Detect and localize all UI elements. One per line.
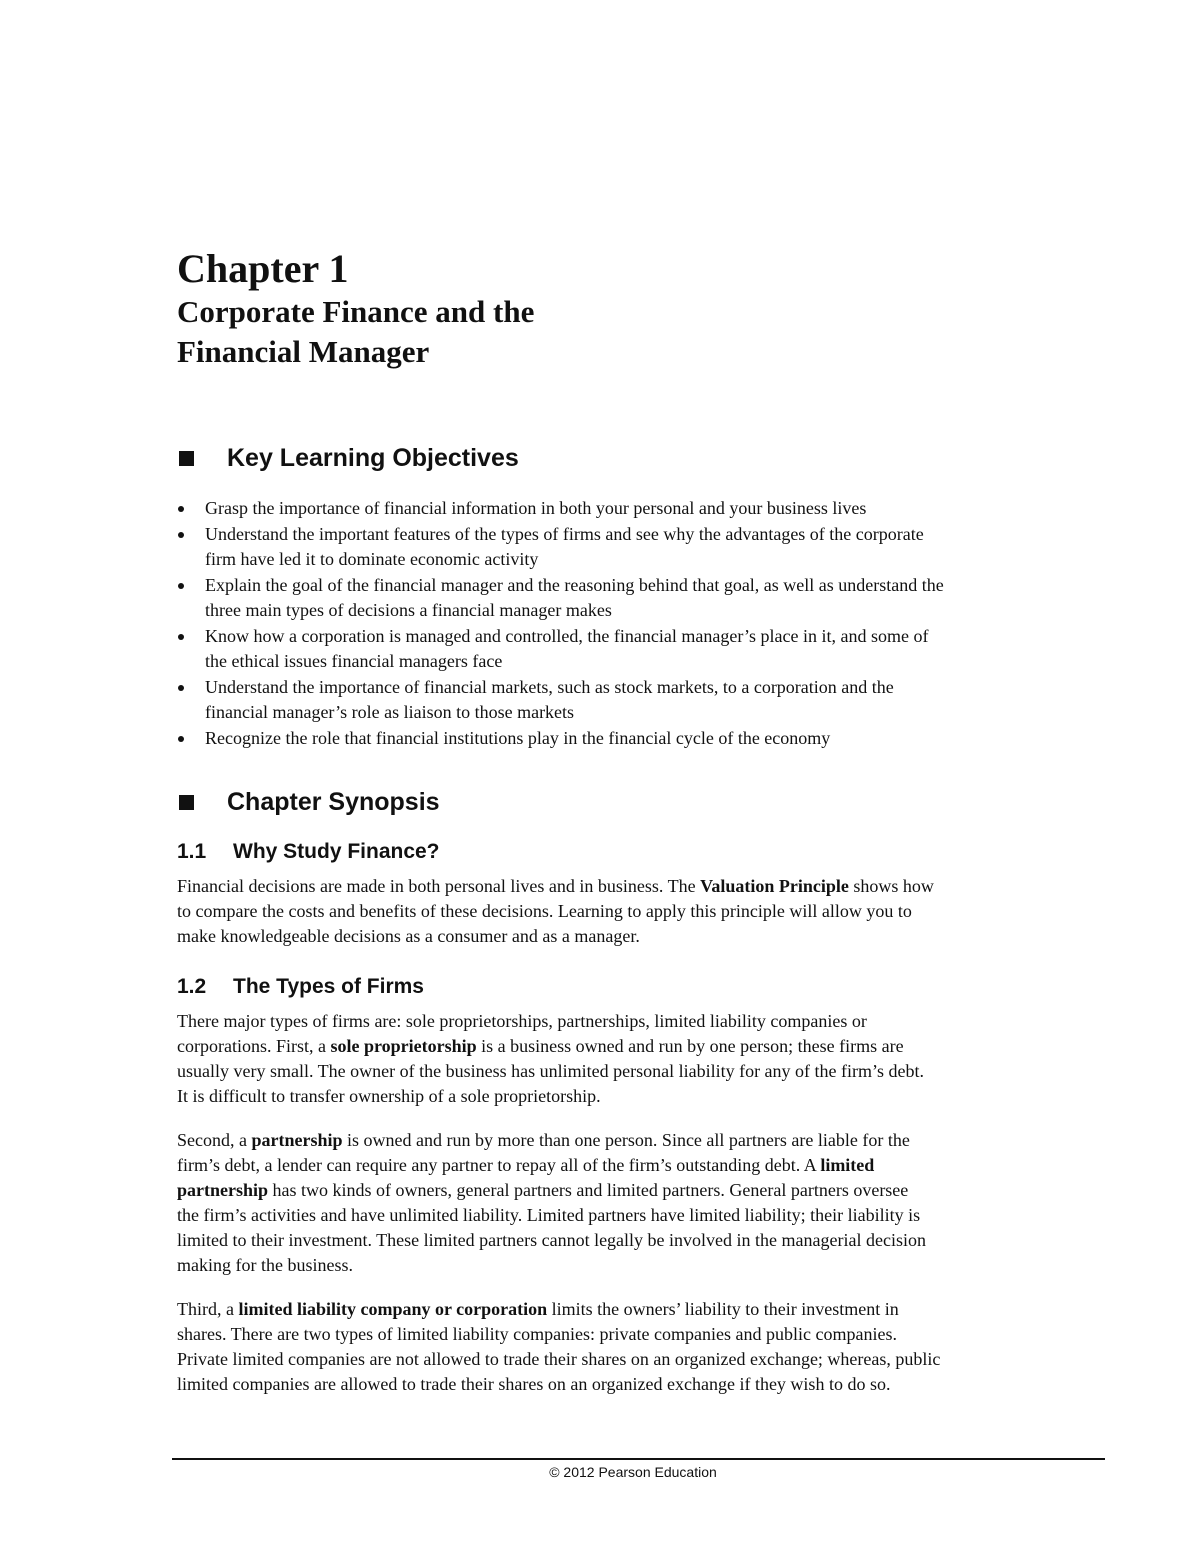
list-item: Recognize the role that financial institutions play in the financial cycle of the economy: [177, 726, 1107, 752]
term-valuation-principle: Valuation Principle: [700, 876, 849, 896]
square-bullet-icon: [179, 451, 194, 466]
square-bullet-icon: [179, 795, 194, 810]
paragraph-partnership: Second, a partnership is owned and run by more than one person. Since all partners are liable for the firm’s debt, a lender can require any partner to repay all of the firm’s outstanding debt. A limited partnership has two kinds of owners, general partners and limited partners. General partners oversee the firm’s activities and have unlimited liability. Limited partners have limited liability; their liability is limited to their investment. These limited partners cannot legally be involved in the managerial decision making for the business.: [177, 1130, 926, 1275]
chapter-synopsis-heading: [177, 787, 440, 817]
objectives-list: [177, 496, 1107, 751]
list-item: Understand the importance of financial markets, such as stock markets, to a corporation and the financial manager’s role as liaison to those markets: [177, 675, 1107, 726]
bullet-icon: [178, 506, 184, 512]
bullet-icon: [178, 685, 184, 691]
paragraph-limited-liability-company: Third, a limited liability company or corporation limits the owners’ liability to their investment in shares. There are two types of limited liability companies: private companies and public companies. Private limited companies are not allowed to trade their shares on an organized exchange; whereas, public limited companies are allowed to trade their shares on an organized exchange if they wish to do so.: [177, 1299, 941, 1394]
list-item: Know how a corporation is managed and controlled, the financial manager’s place in it, and some of the ethical issues financial managers face: [177, 624, 1107, 675]
chapter-subtitle-line-2: Financial Manager: [177, 334, 430, 369]
list-item: Explain the goal of the financial manager and the reasoning behind that goal, as well as understand the three main types of decisions a financial manager makes: [177, 573, 1107, 624]
bullet-icon: [178, 583, 184, 589]
bullet-icon: [178, 532, 184, 538]
term-limited: limited: [820, 1155, 875, 1175]
footer-copyright: © 2012 Pearson Education: [549, 1464, 717, 1480]
section-1-2-heading: [177, 974, 424, 1000]
paragraph-sole-proprietorship: There major types of firms are: sole proprietorships, partnerships, limited liability companies or corporations. First, a sole proprietorship is a business owned and run by one person; these firms are usually very small. The owner of the business has unlimited personal liability for any of the firm’s debt. It is difficult to transfer ownership of a sole proprietorship.: [177, 1011, 925, 1106]
section-title: Why Study Finance?: [233, 840, 440, 863]
bullet-icon: [178, 736, 184, 742]
term-limited-liability-company: limited liability company or corporation: [238, 1299, 548, 1319]
section-1-1-heading: [177, 839, 440, 865]
chapter-synopsis-heading-text: Chapter Synopsis: [227, 788, 440, 816]
chapter-subtitle-line-1: Corporate Finance and the: [177, 294, 535, 329]
key-objectives-heading-text: Key Learning Objectives: [227, 444, 519, 472]
term-partnership-continued: partnership: [177, 1180, 269, 1200]
paragraph-why-study-finance: Financial decisions are made in both personal lives and in business. The Valuation Principle shows how to compare the costs and benefits of these decisions. Learning to apply this principle will allow you to make knowledgeable decisions as a consumer and as a manager.: [177, 876, 934, 946]
list-item: Understand the important features of the types of firms and see why the advantages of the corporate firm have led it to dominate economic activity: [177, 522, 1107, 573]
term-partnership: partnership: [251, 1130, 343, 1150]
chapter-title: Chapter 1: [177, 246, 349, 291]
section-number: 1.2: [177, 975, 207, 998]
footer-divider: [172, 1458, 1105, 1460]
chapter-subtitle: [177, 292, 534, 372]
key-objectives-heading: [177, 443, 519, 473]
section-number: 1.1: [177, 840, 207, 863]
term-sole-proprietorship: sole proprietorship: [330, 1036, 477, 1056]
list-item: Grasp the importance of financial information in both your personal and your business lives: [177, 496, 1107, 522]
bullet-icon: [178, 634, 184, 640]
section-title: The Types of Firms: [233, 975, 424, 998]
